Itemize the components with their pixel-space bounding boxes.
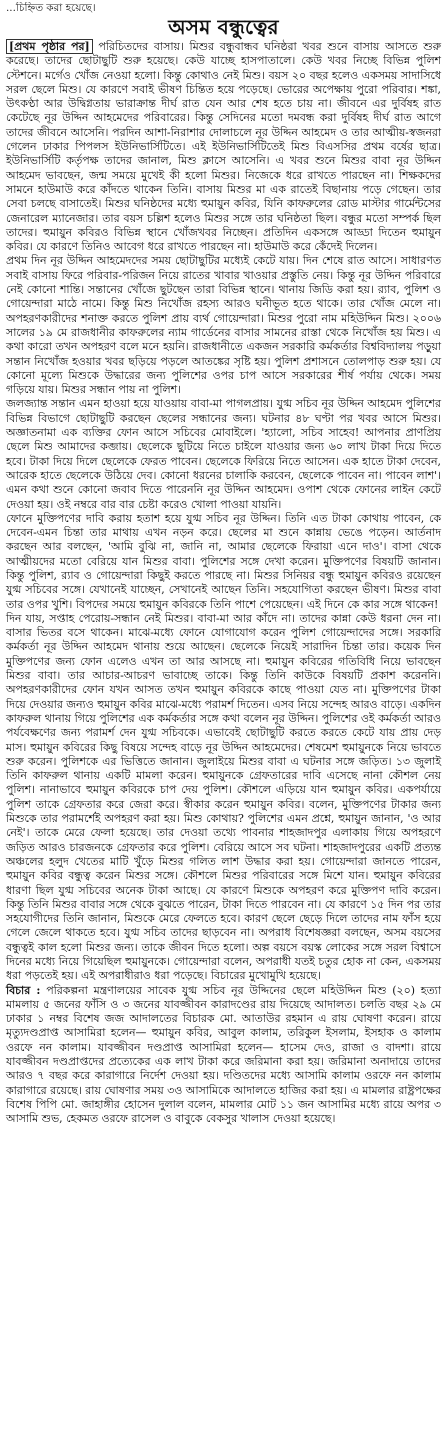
article-paragraph-3: জলজ্যান্ত সন্তান এমন হাওয়া হয়ে যাওয়ায় বাবা-মা পাগলপ্রায়। যুগ্ম সচিব নূর উদ্দিন আহমেদ পুলিশের বিভিন্ন বিভাগে ছোটাছুটি করছেন ছেলের সন্ধানের জন্য। ঘটনার ৪৮ ঘণ্টা পর খবর আসে মিশুর। অজ্ঞাতনামা এক ব্যক্তির ফোন আসে সচিবের মোবাইলে। 'হ্যালো, সচিব সাহেব! আপনার প্রাণপ্রিয় ছেলে মিশু আমাদের কব্জায়। ছেলেকে ছুটিয়ে নিতে চাইলে যাওয়ার জন্য ৬০ লাখ টাকা দিয়ে দিতে হবে। টাকা দিয়ে দিলে ছেলেকে ফেরত পাবেন। ছেলেকে ফিরিয়ে নিতে আসেন। এক হাতে টাকা দেবেন, আরেক হাতে ছেলেকে উঠিয়ে দেব। কোনো ধরনের চালাকি করবেন, ছেলেকে পাবেন না। পাবেন লাশ'। এমন কথা শুনে কোনো জবাব দিতে পারেননি নূর উদ্দিন আহমেদ। ওপাশ থেকে ফোনের লাইন কেটে দেওয়া হয়। ওই নম্বরে বার বার চেষ্টা করেও খোলা পাওয়া যায়নি। xyxy=(6,397,441,511)
article-paragraph-2: প্রথম দিন নূর উদ্দিন আহমেদদের সময় ছোটাছুটির মধ্যেই কেটে যায়। দিন শেষে রাত আসে। সাধারণত সবাই বাসায় ফিরে পরিবার-পরিজন নিয়ে রাতের খাবার খাওয়ার প্রস্তুতি নেয়। কিন্তু নূর উদ্দিন পরিবারে নেই কোনো শান্তি। সন্তানের খোঁজে ছুটছেন তারা বিভিন্ন স্থানে। থানায় জিডি করা হয়। র‌্যাব, পুলিশ ও গোয়েন্দারা মাঠে নামে। কিন্তু মিশু নিখোঁজ রহস্য আরও ঘনীভূত হতে থাকে। তার খোঁজ মেলে না। অপহরণকারীদের শনাক্ত করতে পুলিশ প্রায় ব্যর্থ গোয়েন্দারা। মিশুর পুরো নাম মহিউদ্দিন মিশু। ২০০৬ সালের ১৯ মে রাজধানীর কাফরুলের ন্যাম গার্ডেনের বাসার সামনের রাস্তা থেকে নিখোঁজ হয় মিশু। এ কথা কারো তখন অপহরণ বলে মনে হয়নি। রাজধানীতে একজন সরকারি কর্মকর্তার বিশ্ববিদ্যালয় পড়ুয়া সন্তান নিখোঁজ হওয়ার খবর ছড়িয়ে পড়লে আতঙ্কের সৃষ্টি হয়। পুলিশ প্রশাসনে তোলপাড় শুরু হয়। যে কোনো মূল্যে মিশুকে উদ্ধারের জন্য পুলিশের ওপর চাপ আসে সরকারের শীর্ষ পর্যায় থেকে। সময় গড়িয়ে যায়। মিশুর সন্ধান পায় না পুলিশ। xyxy=(6,254,441,397)
verdict-paragraph xyxy=(6,984,441,1127)
article-headline: অসম বন্ধুত্বের xyxy=(168,15,279,39)
verdict-text: পরিকল্পনা মন্ত্রণালয়ের সাবেক যুগ্ম সচিব নূর উদ্দিনের ছেলে মহিউদ্দিন মিশু (২০) হত্যা মামলায় ৫ জনের ফাঁসি ও ৩ জনের যাবজ্জীবন কারাদণ্ডের রায় দিয়েছে আদালত। চলতি বছর ২৯ মে ঢাকার ১ নম্বর বিশেষ জজ আদালতের বিচারক মো. আতাউর রহমান এ রায় ঘোষণা করেন। রায়ে মৃত্যুদণ্ডপ্রাপ্ত আসামিরা হলেন— হুমায়ুন কবির, আবুল কালাম, তরিকুল ইসলাম, ইসহাক ও কালাম ওরফে নন কালাম। যাবজ্জীবন দণ্ডপ্রাপ্ত আসামিরা হলেন— হাসেম দেও, রাজা ও বাদশা। রায়ে যাবজ্জীবন দণ্ডপ্রাপ্তদের প্রত্যেকের এক লাখ টাকা করে জরিমানা করা হয়। জরিমানা অনাদায়ে তাদের আরও ৭ বছর করে কারাগারে নির্দেশ দেওয়া হয়। দণ্ডিতদের মধ্যে আসামি কালাম ওরফে নন কালাম কারাগারে রয়েছে। রায় ঘোষণার সময় ৩ও আসামিকে আদালতে হাজির করা হয়। এ মামলার রাষ্ট্রপক্ষের বিশেষ পিপি মো. জাহাঙ্গীর হোসেন দুলাল বলেন, মামলার মোট ১১ জন আসামির মধ্যে রায়ে অপর ৩ আসামি শুভ, হেকমত ওরফে রাসেল ও বাবুকে বেকসুর খালাস দেওয়া হয়েছে। xyxy=(6,983,441,1126)
continuation-label: [প্রথম পৃষ্ঠার পর] xyxy=(6,39,93,54)
article-body xyxy=(6,40,441,1127)
article-paragraph-5: দিন যায়, সপ্তাহ পেরোয়-সন্ধান নেই মিশুর। বাবা-মা আর কাঁদে না। তাদের কান্না কেউ ধরনা দেন না। বাসার ভিতর বসে থাকেন। মাঝে-মধ্যে ফোনে যোগাযোগ করেন পুলিশ গোয়েন্দাদের সঙ্গে। সরকারি কর্মকর্তা নূর উদ্দিন আহমেদ থানায় শুয়ে আছেন। ছেলেকে নিয়েই সারাদিন চিন্তা তার। কয়েক দিন মুক্তিপণের জন্য ফোন এলেও এখন তা আর আসছে না। হুমায়ুন কবিরের গতিবিধি নিয়ে ভাবছেন মিশুর বাবা। তার আচার-আচরণ ভাবাচ্ছে তাকে। কিন্তু তিনি কাউকে বিষয়টি প্রকাশ করেননি। অপহরণকারীদের ফোন যখন আসত তখন হুমায়ুন কবিরকে কাছে পাওয়া যেত না। মুক্তিপণের টাকা দিয়ে দেওয়ার জন্যও হুমায়ুন কবির মাঝে-মধ্যে পরামর্শ দিতেন। এসব নিয়ে সন্দেহ আরও বাড়ে। একদিন কাফরুল থানায় গিয়ে পুলিশের এক কর্মকর্তার সঙ্গে কথা বলেন নূর উদ্দিন। পুলিশের ওই কর্মকর্তা আরও পর্যবেক্ষণের জন্য পরামর্শ দেন যুগ্ম সচিবকে। এভাবেই ছোটাছুটি করতে করতে কেটে যায় প্রায় দেড় মাস। হুমায়ুন কবিরের কিছু বিষয়ে সন্দেহ বাড়ে নূর উদ্দিন আহমেদের। শেষমেশ হুমায়ুনকে নিয়ে ভাবতে শুরু করেন। পুলিশকে এর ভিত্তিতে জানান। জুলাইয়ে মিশুর বাবা এ ঘটনার সঙ্গে জড়িত। ১৩ জুলাই তিনি কাফরুল থানায় একটি মামলা করেন। হুমায়ুনকে গ্রেফতারের দাবি এসেছে নানা কৌশল নেয় পুলিশ। নানাভাবে হুমায়ুন কবিরকে চাপ দেয় পুলিশ। কৌশলে এড়িয়ে যান হুমায়ুন কবির। একপর্যায়ে পুলিশ তাকে গ্রেফতার করে জেরা করে। স্বীকার করেন হুমায়ুন কবির। বলেন, মুক্তিপণের টাকার জন্য মিশুকে তার পরামর্শেই অপহরণ করা হয়। মিশু কোথায়? পুলিশের এমন প্রশ্নে, হুমায়ুন জানান, 'ও আর নেই'। তাকে মেরে ফেলা হয়েছে। তার দেওয়া তথ্যে পাবনার শাহজাদপুর এলাকায় গিয়ে অপহরণে জড়িত আরও চারজনকে গ্রেফতার করে পুলিশ। বেরিয়ে আসে সব ঘটনা। শাহজাদপুরের একটি প্রত্যন্ত অঞ্চলের হলুদ খেতের মাটি খুঁড়ে মিশুর গলিত লাশ উদ্ধার করা হয়। গোয়েন্দারা জানতে পারেন, হুমায়ুন কবির বন্ধুত্ব করেন মিশুর সঙ্গে। কৌশলে মিশুর পরিবারের সঙ্গে মিশে যান। হুমায়ুন কবিরের ধারণা ছিল যুগ্ম সচিবের অনেক টাকা আছে। যে কারণে মিশুকে অপহরণ করে মুক্তিপণ দাবি করেন। কিন্তু তিনি মিশুর বাবার সঙ্গে থেকে বুঝতে পারেন, টাকা দিতে পারবেন না। যে কারণে ১৫ দিন পর তার সহযোগীদের তিনি জানান, মিশুকে মেরে ফেলতে হবে। কারণ ছেলে ছেড়ে দিলে তাদের নাম ফাঁস হয়ে গেলে জেলে থাকতে হবে। যুগ্ম সচিব তাদের ছাড়বেন না। অপরাধ বিশেষজ্ঞরা বলছেন, অসম বয়সের বন্ধুত্বই কাল হলো মিশুর জন্য। তাকে জীবন দিতে হলো। অল্প বয়সে বয়স্ক লোকের সঙ্গে সরল বিশ্বাসে দিনের মধ্যে নিয়ে গিয়েছিল হুমায়ুনকে। গোয়েন্দারা বলেন, অপরাধী যতই চতুর হোক না কেন, একসময় ধরা পড়তেই হয়। এই অপরাধীরাও ধরা পড়েছে। বিচারের মুখোমুখি হয়েছে। xyxy=(6,611,441,983)
article-paragraph-1 xyxy=(6,40,441,254)
article-paragraph-4: ফোনে মুক্তিপণের দাবি করায় হতাশ হয়ে যুগ্ম সচিব নূর উদ্দিন। তিনি এত টাকা কোথায় পাবেন, কে দেবেন-এমন চিন্তা তার মাথায় এখন নড়ন করে। ছেলের মা শুনে কান্নায় ভেঙে পড়েন। আর্তনাদ করছেন আর বলছেন, 'আমি বুঝি না, জানি না, আমার ছেলেকে ফিরায়া এনে দাও'। বাসা থেকে আত্মীয়দের মতো বেরিয়ে যান মিশুর বাবা। পুলিশের সঙ্গে দেখা করেন। মুক্তিপণের বিষয়টি জানান। কিন্তু পুলিশ, র‌্যাব ও গোয়েন্দারা কিছুই করতে পারছে না। মিশুর সিনিয়র বন্ধু হুমায়ুন কবিরও রয়েছেন যুগ্ম সচিবের সঙ্গে। যেখানেই যাচ্ছেন, সেখানেই আছেন তিনি। সহযোগিতা করছেন ভীষণ। মিশুর বাবা তার ওপর খুশি। বিপদের সময়ে হুমায়ুন কবিরকে তিনি পাশে পেয়েছেন। এই দিনে কে কার সঙ্গে থাকেন! xyxy=(6,511,442,611)
paragraph-text: পরিচিতদের বাসায়। মিশুর বন্ধুবান্ধব ঘনিষ্ঠরা খবর শুনে বাসায় আসতে শুরু করেছে। তাদের ছোটাছুটি শুরু হয়েছে। কেউ যাচ্ছে হাসপাতালে। কেউ খবর নিচ্ছে বিভিন্ন পুলিশ স্টেশনে। মর্গেও খোঁজ নেওয়া হলো। কিন্তু কোথাও নেই মিশু। বয়স ২০ বছর হলেও একসময় সাদাসিধে সরল ছেলে মিশু। যে কারণে সবাই ভীষণ চিন্তিত হয়ে পড়েছে। ভোরের অপেক্ষায় পুরো পরিবার। শঙ্কা, উৎকণ্ঠা আর উদ্বিগ্নতায় ভারাক্রান্ত দীর্ঘ রাত যেন আর শেষ হতে চায় না। জীবনে এর দুর্বিষহ রাত কেটেছে নূর উদ্দিন আহমেদের পরিবারের। কিন্তু সেদিনের মতো দমবন্ধ করা দুর্বিষহ দীর্ঘ রাত আগে তাদের জীবনে আসেনি। পরদিন আশা-নিরাশার দোলাচলে নূর উদ্দিন আহমেদ ও তার আত্মীয়-স্বজনরা গেলেন ঢাকার পিপলস ইউনিভার্সিটিতে। এই ইউনিভার্সিটিতেই মিশু বিএসসির প্রথম বর্ষের ছাত্র। ইউনিভার্সিটি কর্তৃপক্ষ তাদের জানাল, মিশু ক্লাসে আসেনি। এ খবর শুনে মিশুর বাবা নূর উদ্দিন আহমেদ ভাবছেন, জন্ম সময়ে মুখেই কী হলো মিশুর। নিজেকে ধরে রাখতে পারছেন না। শিক্ষকদের সামনে হাউমাউ করে কাঁদতে থাকেন তিনি। বাসায় মিশুর মা এক রাতেই বিছানায় পড়ে গেছেন। তার সেবা চলছে বাসাতেই। মিশুর ঘনিষ্ঠদের মধ্যে হুমায়ুন কবির, যিনি কাফরুলের রোড মাস্টার গার্মেন্টসের জেনারেল ম্যানেজার। তার বয়স চল্লিশ হলেও মিশুর সঙ্গে তার ঘনিষ্ঠতা ছিল। বন্ধুর মতো সম্পর্ক ছিল তাদের। হুমায়ুন কবিরও বিভিন্ন স্থানে খোঁজখবর নিচ্ছেন। প্রতিদিন একসঙ্গে আড্ডা দিতেন হুমায়ুন কবির। যে কারণে তিনিও আবেগ ধরে রাখতে পারছেন না। হাউমাউ করে কেঁদেই দিলেন। xyxy=(6,40,441,254)
verdict-label: বিচার : xyxy=(6,983,41,997)
previous-article-fragment: ...চিহ্নিত করা হয়েছে। xyxy=(6,2,96,14)
